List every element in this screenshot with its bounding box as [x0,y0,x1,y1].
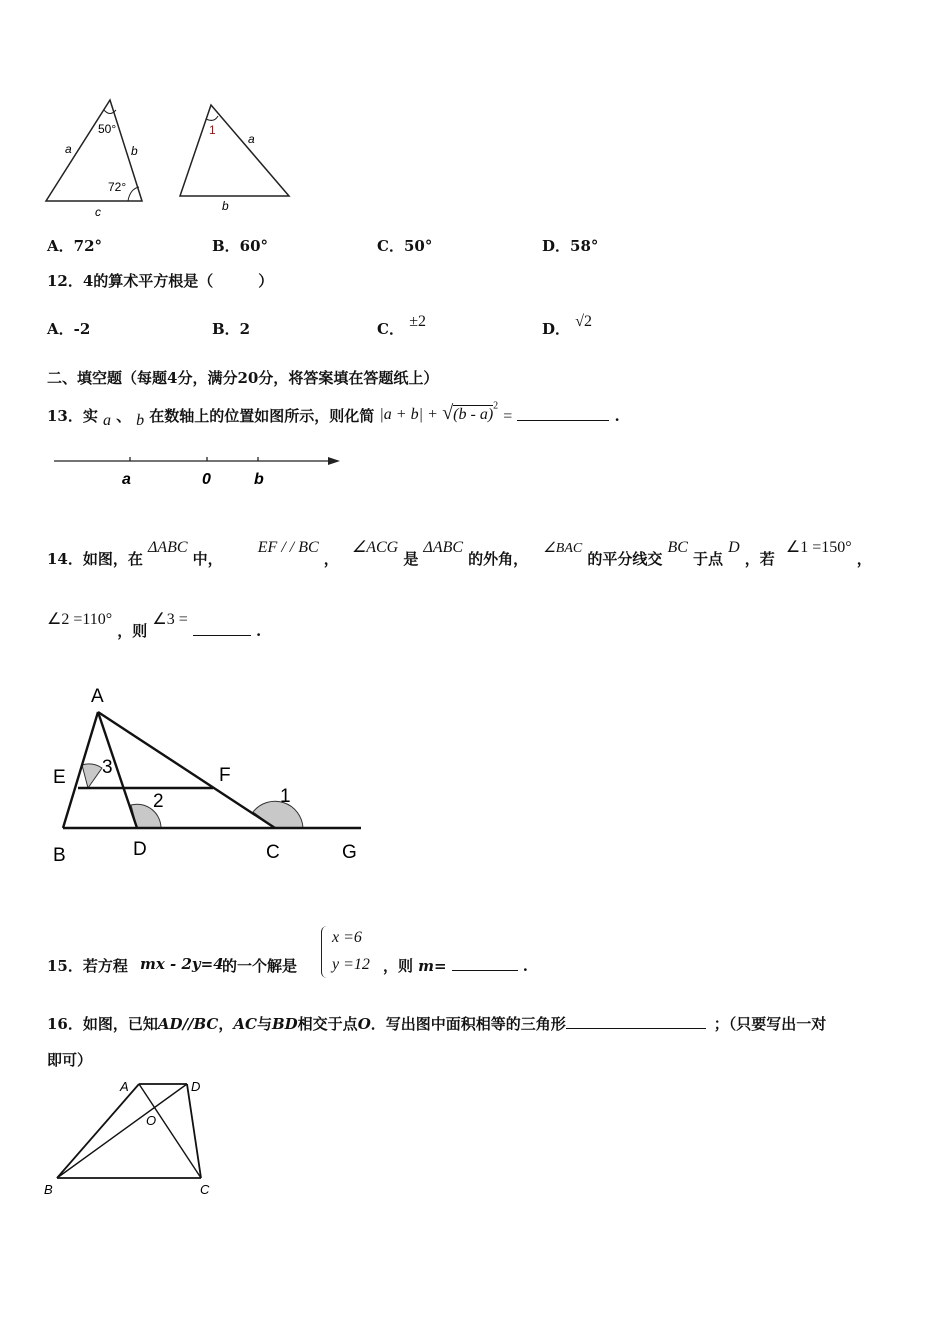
segment-BD [57,1084,187,1178]
q15-t2: 的一个解是 [222,957,298,975]
q13-number-line [50,450,350,492]
q14-l2-dot: . [255,622,262,640]
q14-t5: 的外角， [468,550,529,568]
q16-m4: O [357,1015,371,1033]
q15-eq: mx - 2y=4 [140,955,224,973]
q14-m7: D [728,539,740,556]
point-A: A [91,686,104,707]
triangle-1 [46,100,142,201]
q13-expr-abs: |a + b| [379,406,423,423]
q11-figure [40,95,310,220]
segment-AB [57,1084,139,1178]
q14-t3: ， [323,550,339,568]
q12-option-d-label: D． [542,320,571,338]
q11-option-c: C．50° [377,237,433,255]
q11-option-a: A．72° [47,237,103,255]
q13-var-a: a [102,412,111,429]
q14-line1 [47,536,872,570]
section-2-title: 二、填空题（每题4分，满分20分，将答案填在答题纸上） [47,369,439,387]
q14-m1: ΔABC [147,539,188,556]
q14-t1: 14．如图，在 [47,550,143,568]
q14-m3: ∠ACG [351,539,399,556]
angle-label-1: 1 [280,786,291,807]
q13-expr-sqrt: (b - a) [453,406,494,423]
q12-option-c-label: C． [377,320,404,338]
q16-line1 [47,1013,826,1034]
q15-m: m= [418,957,447,975]
q16-l1: 16．如图，已知 [47,1015,158,1033]
q16-t5: ．写出图中面积相等的三角形 [370,1015,566,1033]
triangle-2 [180,105,289,196]
tri1-label-a: a [65,142,72,156]
q13-prefix: 13．实 [47,407,98,425]
axis-label-a: a [122,471,131,488]
q14-t7: 于点 [692,550,723,568]
q13-mid: 在数轴上的位置如图所示，则化简 [149,407,375,425]
q14-figure [45,675,375,875]
q16-t3: 与 [256,1015,272,1033]
q14-m8: ∠1 =150° [785,539,852,556]
tri1-label-c: c [95,205,101,219]
q12-option-a: A．-2 [47,320,91,338]
q15-t1: 15．若方程 [47,957,128,975]
q13-sup: 2 [493,400,499,412]
q14-l2-m2: ∠3 = [152,611,188,628]
point-G: G [342,842,357,863]
number-line-arrow [328,457,340,465]
tri2-angle-1: 1 [209,123,216,137]
q11-option-b: B．60° [212,237,269,255]
tri1-angle-right: 72° [108,180,127,194]
q12-option-d [542,313,593,339]
segment-AC [98,712,275,828]
q16-line2: 即可） [47,1051,93,1069]
q15-sys-line1: x =6 [332,929,362,946]
q15-answer-blank[interactable] [452,956,518,971]
q14-m2: EF / / BC [257,539,319,556]
point-A: A [120,1079,129,1094]
segment-DC [187,1084,201,1178]
angle-arc-right [128,187,139,201]
q12-option-b: B．2 [212,320,251,338]
q12-option-d-math: √2 [575,313,593,330]
point-F: F [219,765,231,786]
angle-label-2: 2 [153,791,164,812]
q13-stem [47,398,620,430]
q16-answer-blank[interactable] [566,1014,706,1029]
q16-t2: ， [218,1015,234,1033]
tri2-label-a: a [248,132,255,146]
q14-t2: 中， [192,550,223,568]
q14-line2 [47,608,261,642]
q16-m1: AD//BC [157,1015,219,1033]
q13-sqrt-sign: √ [442,402,454,424]
axis-label-zero: 0 [202,471,211,488]
angle-3-shade [82,764,102,788]
q12-option-c [377,313,426,339]
q16-m3: BD [271,1015,298,1033]
tri2-label-b: b [222,199,229,213]
q14-m6: BC [667,539,688,556]
q14-m4: ΔABC [423,539,464,556]
axis-label-b: b [254,471,264,488]
q14-m5: ∠BAC [543,541,583,556]
q14-answer-blank[interactable] [193,621,251,636]
angle-1-shade [253,801,303,828]
point-E: E [53,767,66,788]
q15-system-brace [321,926,328,978]
point-C: C [266,842,280,863]
point-D: D [133,839,147,860]
point-B: B [44,1182,53,1197]
q14-t4: 是 [403,550,419,568]
q13-answer-blank[interactable] [517,406,609,421]
point-D: D [191,1079,201,1094]
tri1-label-b: b [131,144,138,158]
q14-t9: ， [856,550,872,568]
q15-sys-line2: y =12 [332,956,370,973]
q11-option-d: D．58° [542,237,599,255]
q14-t6: 的平分线交 [587,550,663,568]
q15-dot: . [522,957,528,975]
q13-sep: 、 [116,407,132,425]
q13-var-b: b [136,412,145,429]
q16-t4: 相交于点 [297,1015,358,1033]
q13-eq: = [503,408,513,425]
q13-plus: + [428,406,438,423]
q14-l2-t1: ，则 [117,622,148,640]
q16-figure [40,1075,220,1200]
q14-l2-m1: ∠2 =110° [47,611,113,628]
segment-AC [139,1084,201,1178]
q12-stem: 12．4的算术平方根是（ ） [47,272,274,290]
point-O: O [146,1113,157,1128]
angle-label-3: 3 [102,757,113,778]
q15-t3: ，则 [383,957,414,975]
q13-dot: . [614,407,620,425]
point-C: C [200,1182,210,1197]
q16-m2: AC [233,1015,257,1033]
q16-t6: ；（只要写出一对 [713,1015,827,1033]
q14-t8: ，若 [744,550,775,568]
q15-answer [383,955,528,976]
tri1-angle-top: 50° [98,122,117,136]
q12-option-c-math: ±2 [409,313,426,330]
point-B: B [53,845,66,866]
